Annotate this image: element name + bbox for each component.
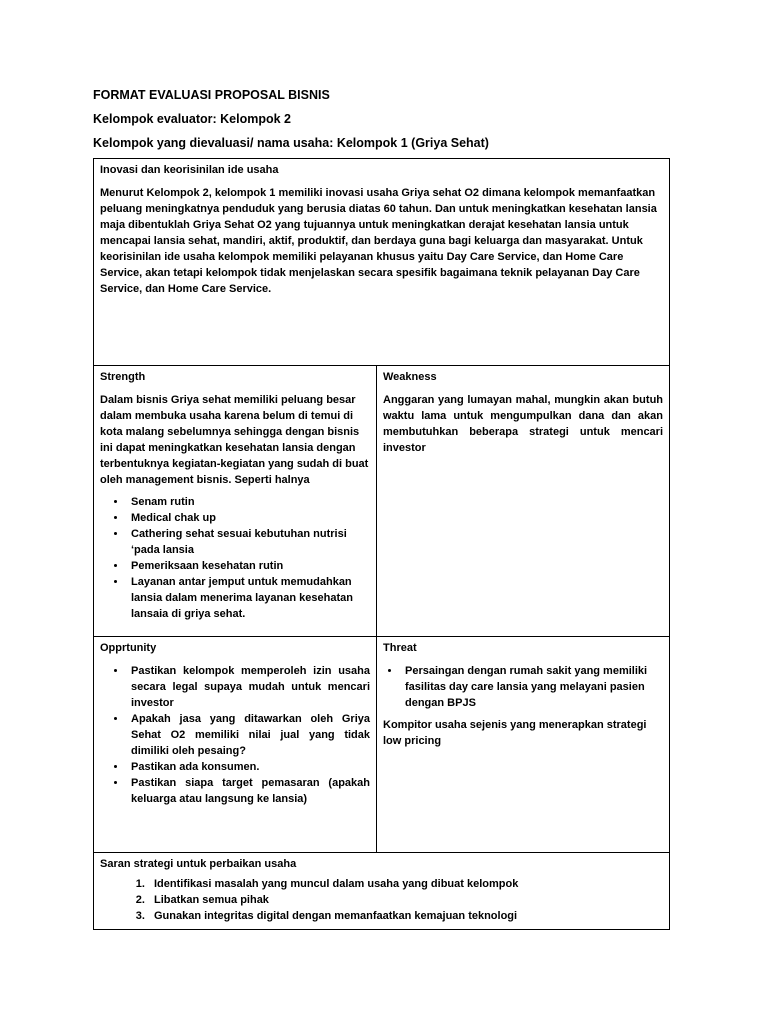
strength-text: Dalam bisnis Griya sehat memiliki peluang besar dalam membuka usaha karena belum di temui di kota malang sebelumnya sehingga dengan bisnis ini dapat meningkatkan kesehatan lansia dengan terbentuknya kegiatan-kegiatan yang sudah di buat oleh management bisnis. Seperti halnya	[100, 394, 369, 486]
suggestion-title: Saran strategi untuk perbaikan usaha	[100, 858, 297, 870]
evaluator-line: Kelompok evaluator: Kelompok 2	[93, 112, 291, 126]
weakness-title: Weakness	[383, 371, 437, 383]
strength-cell	[94, 366, 377, 637]
weakness-text: Anggaran yang lumayan mahal, mungkin akan butuh waktu lama untuk mengumpulkan dana dan akan membutuhkan beberapa strategi untuk mencari investor	[383, 394, 664, 454]
evaluation-table	[93, 158, 670, 930]
document-title: FORMAT EVALUASI PROPOSAL BISNIS	[93, 88, 330, 102]
list-item: • Pastikan siapa target pemasaran (apakah keluarga atau langsung ke lansia)	[127, 775, 370, 807]
list-item: • Senam rutin	[127, 494, 370, 510]
strength-title: Strength	[100, 371, 146, 383]
list-item: • Pastikan ada konsumen.	[127, 759, 370, 775]
innovation-title: Inovasi dan keorisinilan ide usaha	[100, 164, 279, 176]
opportunity-list	[100, 663, 370, 807]
threat-cell	[377, 637, 670, 853]
list-item: • Pastikan kelompok memperoleh izin usaha secara legal supaya mudah untuk mencari investor	[127, 663, 370, 711]
list-item: • Medical chak up	[127, 510, 370, 526]
list-item: 3. Gunakan integritas digital dengan memanfaatkan kemajuan teknologi	[148, 908, 663, 924]
list-item: • Layanan antar jemput untuk memudahkan lansia dalam menerima layanan kesehatan lansaia di griya sehat.	[127, 574, 370, 622]
list-item: 1. Identifikasi masalah yang muncul dalam usaha yang dibuat kelompok	[148, 876, 663, 892]
evaluated-group-line: Kelompok yang dievaluasi/ nama usaha: Kelompok 1 (Griya Sehat)	[93, 136, 489, 150]
innovation-text: Menurut Kelompok 2, kelompok 1 memiliki inovasi usaha Griya sehat O2 dimana kelompok memanfaatkan peluang meningkatnya penduduk yang berusia diatas 60 tahun. Dan untuk meningkatkan kesehatan lansia maja dibentuklah Griya Sehat O2 yang tujuannya untuk meningkatkan derajat kesehatan lansia untuk mencapai lansia sehat, mandiri, aktif, produktif, dan berdaya guna bagi keluarga dan masyarakat. Untuk keorisinilan ide usaha kelompok memiliki pelayanan khusus yaitu Day Care Service, dan Home Care Service, akan tetapi kelompok tidak menjelaskan secara spesifik bagaimana teknik pelayanan Day Care Service, dan Home Care Service.	[100, 187, 657, 295]
list-item: • Apakah jasa yang ditawarkan oleh Griya Sehat O2 memiliki nilai jual yang tidak dimiliki oleh pesaing?	[127, 711, 370, 759]
list-item: 2. Libatkan semua pihak	[148, 892, 663, 908]
opportunity-cell	[94, 637, 377, 853]
list-item: • Pemeriksaan kesehatan rutin	[127, 558, 370, 574]
strength-list	[100, 494, 370, 622]
suggestion-list	[100, 876, 663, 924]
threat-text: Kompitor usaha sejenis yang menerapkan strategi low pricing	[383, 719, 647, 747]
opportunity-title: Opprtunity	[100, 642, 157, 654]
weakness-cell	[377, 366, 670, 637]
list-item: • Persaingan dengan rumah sakit yang memiliki fasilitas day care lansia yang melayani pasien dengan BPJS	[401, 663, 663, 711]
threat-title: Threat	[383, 642, 417, 654]
innovation-cell	[94, 159, 670, 366]
list-item: • Cathering sehat sesuai kebutuhan nutrisi ‘pada lansia	[127, 526, 370, 558]
threat-list	[383, 663, 663, 711]
suggestion-cell	[94, 853, 670, 930]
